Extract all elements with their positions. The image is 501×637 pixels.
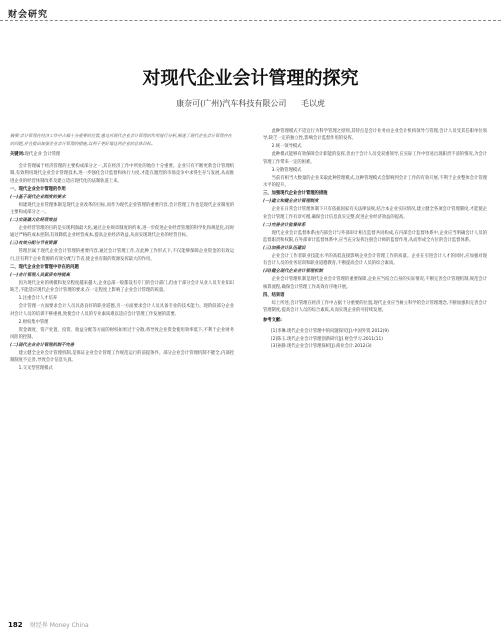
left-column (10, 128, 234, 373)
subsection-heading: (四)健全现代企业会计管理机制 (263, 269, 323, 275)
references-heading: 参考文献: (263, 317, 282, 323)
subsection-heading: (一)建立和健全会计管理制度 (263, 199, 319, 205)
body-paragraph: 1.注重会计人才培养 (18, 296, 58, 302)
section-heading: 四、结束语 (263, 292, 285, 298)
right-column (263, 128, 487, 351)
keywords-label: 关键词: (10, 152, 25, 158)
page-footer (8, 620, 89, 629)
subsection-heading: (二)完善会计监督体系 (263, 222, 306, 228)
body-paragraph: 企业会计管理机制是现代企业会计管理的重要保障,企业应当结合自身的实际情况,不断完善会计管理机制,规范会计核算流程,确保会计管理工作高效有序地开展。 (263, 277, 487, 290)
subsection-heading: (一)会计管理人员素质有待提高 (10, 272, 70, 278)
body-paragraph: 此种管理模式不适宜行为科学管理之原则,其特点是会计业务由企业会计机构领导与管理,会计人员受其任职单位领导,缺乏一定的独立性,影响会计监督作用的发挥。 (263, 129, 487, 142)
body-paragraph: 管理层属于现代企业会计管理的重要内容,通过会计管理工作,在此种工作形式下,不仅能够保障企业资金的有效运行,还有利于企业资源的有效分配与节省,使企业有限的资源发挥最大的作用。 (10, 249, 234, 262)
body-paragraph: 综上所述,会计管理在经济工作中占据十分重要的位置,现代企业应当树立科学的会计管理理念,不断加强和完善会计管理制度,提高会计人员的综合素质,从而实现企业的可持续发展。 (263, 300, 487, 314)
subsection-heading: (三)有效分配与节省资源 (10, 241, 57, 247)
article-title: 对现代企业会计管理的探究 (142, 68, 359, 89)
subsection-heading: (一)基于现代企业制度的要求 (10, 194, 66, 200)
section-heading: 二、现代企业会计管理中存在的问题 (10, 264, 79, 270)
keywords-text: 现代企业 会计管理 (24, 152, 61, 158)
abstract: 摘要:会计管理在经济工作中占据十分重要的位置,通过对现代企业会计管理的作用进行分析,阐述了现代企业会计管理存在的问题,并且提出加强企业会计管理的措施,以利于更好地达到企业的总体目标。 (10, 133, 232, 146)
reference-item: [3]孙静.现代企业会计管理探析[J].商业会计.2012(3) (271, 344, 372, 350)
body-paragraph: 企业在日常会计管理体制下只有依据国家有关法律法规,结合本企业实际情况,建立健全各项会计管理制度,才能使企业会计管理工作有章可循,确保会计信息真实完整,促进企业经济效益的提高。 (263, 207, 487, 220)
body-paragraph: 此种模式能够有效保障会计职能的发挥,但由于会计人员受双重领导,在实际工作中容易出现职责不清的情况,为会计管理工作带来一定的困难。 (263, 152, 487, 165)
body-paragraph: 建立健全企业会计管理机制,是保证企业会计管理工作规范运行的前提条件。部分企业会计管理机制不健全,内部控制制度不完善,导致会计信息失真。 (10, 350, 234, 364)
body-paragraph: 构建现代企业管理体制是现代企业改革的目标,而作为现代企业管理的重要内容,会计管理工作也是现代企业制度的主要构成部分之一。 (10, 202, 234, 215)
author-line (0, 98, 501, 109)
body-paragraph: 3.分散管理模式 (271, 167, 302, 173)
references (263, 317, 487, 351)
body-paragraph: 资金调度、资产处置、投资、收益分配等方面的财权如果过于分散,将导致企业资金使用效率低下,不利于企业财务风险的控制。 (10, 327, 234, 340)
body-paragraph: 企业会计工作者职业技能水平的高低直接影响企业会计管理工作的质量。企业在引进会计人才的同时,应加强对现有会计人员的业务培训和职业道德教育,不断提高会计人员的综合素质。 (263, 254, 487, 267)
body-paragraph: 2.统一领导模式 (271, 144, 302, 150)
body-paragraph: 当前有相当大数量的企业采取此种管理模式,这种管理模式会影响到会计工作的有效开展,不利于企业整体会计管理水平的提升。 (263, 175, 487, 189)
right-column-body (263, 128, 487, 315)
reference-item: [2]陈玉.现代企业会计管理创新研究[J].财会学习.2011(11) (271, 336, 383, 342)
body-paragraph: 2.财权集中管理 (18, 319, 49, 325)
body-paragraph: 1.交叉型管理模式 (18, 366, 53, 372)
author-organization: 康奈可(广州)汽车科技有限公司 (176, 99, 287, 108)
section-heading: 一、现代企业会计管理的作用 (10, 186, 66, 192)
page-number: 182 (8, 621, 23, 629)
body-paragraph: 会计管理属于经济管理的主要构成部分之一,其在经济工作中所处的地位十分重要。企业只有不断更新会计管理机制,有效利用现代企业会计管理技术,进一步强化会计监督和执行力度,才能在激烈的市场竞争中求得生存与发展,从而推进企业的经营体制改革及建立适应现代化的法制轨道上来。 (10, 163, 234, 184)
page-header (0, 0, 501, 20)
keywords (10, 151, 234, 158)
reference-item: [1]李琳.现代企业会计管理中的问题探究[J].中国外资.2012(9) (271, 329, 389, 335)
header-rule (0, 20, 501, 22)
section-heading: 三、加强现代企业会计管理的措施 (263, 191, 328, 197)
subsection-heading: (二)现代企业会计管理机制不完善 (10, 342, 75, 348)
body-paragraph: 现代企业会计监督体系由内部会计与外部审计相互监督共同构成,在内部会计监督体系中,企业应当明确会计人员的监督职责和权限,在外部审计监督体系中,应当充分发挥注册会计师的监督作用,从而形成全方位的会计监督体系。 (263, 230, 487, 244)
body-paragraph: 企业经营管理的目的是实现利润最大化,通过企业规章制度的约束,进一步促进企业经营管理的科学化和规范化,同时通过严格的成本控制,有效降低企业经营成本,提高企业经济效益,从而实现现代企业的经营目标。 (10, 225, 234, 239)
body-paragraph: 因为现代企业的规模和复杂程度越来越大,企业总部一般都设有专门的会计部门,但由于部分会计从业人员专业知识缺乏,不能适应现代企业会计管理的要求,在一定程度上影响了企业会计管理的质量。 (10, 280, 234, 294)
author-name: 毛以虎 (300, 99, 325, 108)
subsection-heading: (三)加强会计队伍建设 (263, 246, 306, 252)
column-name: 财会研究 (8, 10, 49, 20)
body-paragraph: 会计管理一方面要求会计人员具备良好的职业道德,另一方面要求会计人员具备专业的技术能力。现阶段部分企业对会计人员的培训不够重视,致使会计人员的专业素质难以适应会计管理工作发展的需要。 (10, 304, 234, 317)
journal-name: 财经界 Money China (29, 622, 89, 629)
subsection-heading: (二)实现最大化经营效益 (10, 217, 57, 223)
